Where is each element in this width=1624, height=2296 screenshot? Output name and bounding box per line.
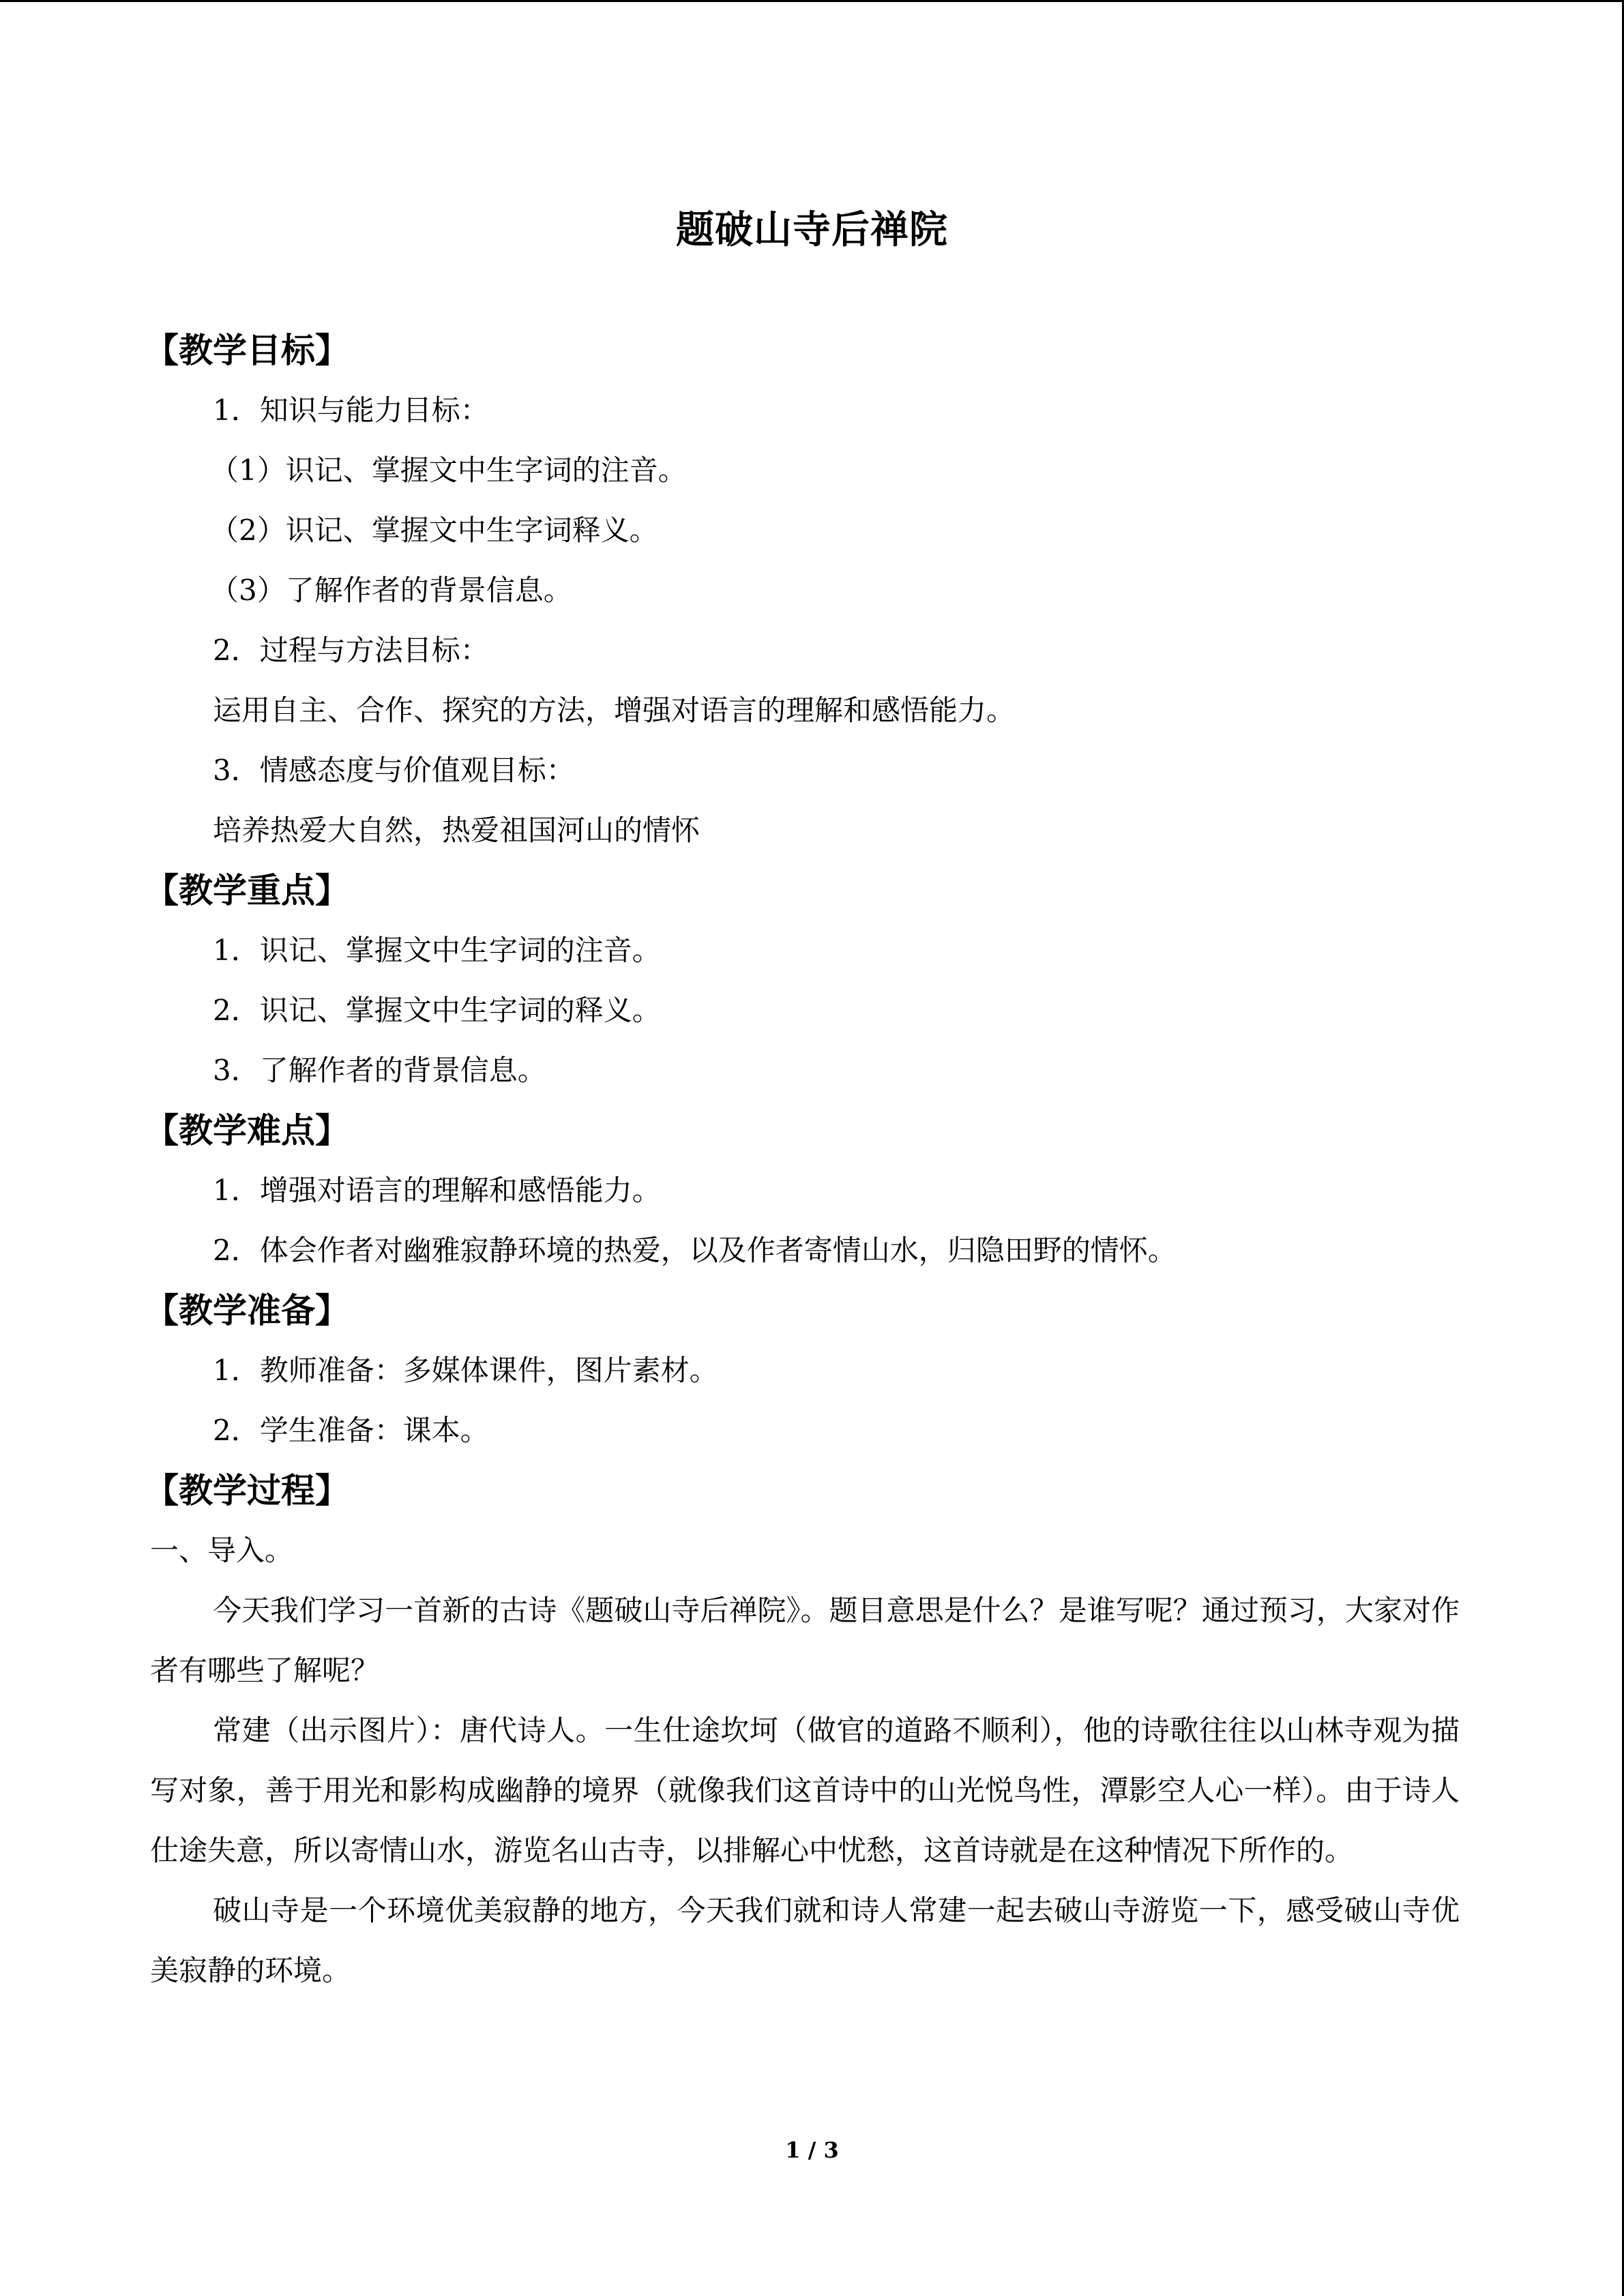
section-heading-difficulties: 【教学难点】 [145,1111,349,1150]
document-body [145,320,1460,2001]
key-point-item: 3．了解作者的背景信息。 [213,1054,546,1087]
preparation-item: 1．教师准备：多媒体课件，图片素材。 [213,1354,718,1387]
process-paragraph: 常建（出示图片）：唐代诗人。一生仕途坎坷（做官的道路不顺利），他的诗歌往往以山林寺观为描写对象，善于用光和影构成幽静的境界（就像我们这首诗中的山光悦鸟性，潭影空人心一样）。由于诗人仕途失意，所以寄情山水，游览名山古寺，以排解心中忧愁，这首诗就是在这种情况下所作的。 [150,1714,1460,1867]
section-heading-objectives: 【教学目标】 [145,331,349,370]
objective-item: （2）识记、掌握文中生字词释义。 [210,513,658,547]
preparation-item: 2．学生准备：课本。 [213,1414,489,1447]
objective-item: （3）了解作者的背景信息。 [210,573,572,607]
objective-item: 3．情感态度与价值观目标： [213,754,575,787]
objective-item: 2．过程与方法目标： [213,633,489,667]
objective-item: （1）识记、掌握文中生字词的注音。 [210,453,687,487]
objective-item: 培养热爱大自然，热爱祖国河山的情怀 [213,814,700,847]
process-step-heading: 一、导入。 [150,1534,294,1567]
page-number: 1 / 3 [785,2137,839,2163]
key-point-item: 1．识记、掌握文中生字词的注音。 [213,934,661,967]
document-title: 题破山寺后禅院 [676,208,948,252]
key-point-item: 2．识记、掌握文中生字词的释义。 [213,994,661,1027]
process-paragraph: 破山寺是一个环境优美寂静的地方，今天我们就和诗人常建一起去破山寺游览一下，感受破山寺优美寂静的环境。 [150,1894,1460,1987]
difficulty-item: 2．体会作者对幽雅寂静环境的热爱，以及作者寄情山水，归隐田野的情怀。 [213,1234,1177,1267]
page-top-border [0,0,1624,2]
section-heading-preparation: 【教学准备】 [145,1291,349,1330]
difficulty-item: 1．增强对语言的理解和感悟能力。 [213,1174,661,1207]
section-heading-key-points: 【教学重点】 [145,871,349,910]
objective-item: 运用自主、合作、探究的方法，增强对语言的理解和感悟能力。 [213,694,1016,727]
process-paragraph: 今天我们学习一首新的古诗《题破山寺后禅院》。题目意思是什么？是谁写呢？通过预习，大家对作者有哪些了解呢？ [150,1594,1460,1687]
section-heading-process: 【教学过程】 [145,1471,349,1510]
objective-item: 1．知识与能力目标： [213,393,489,427]
